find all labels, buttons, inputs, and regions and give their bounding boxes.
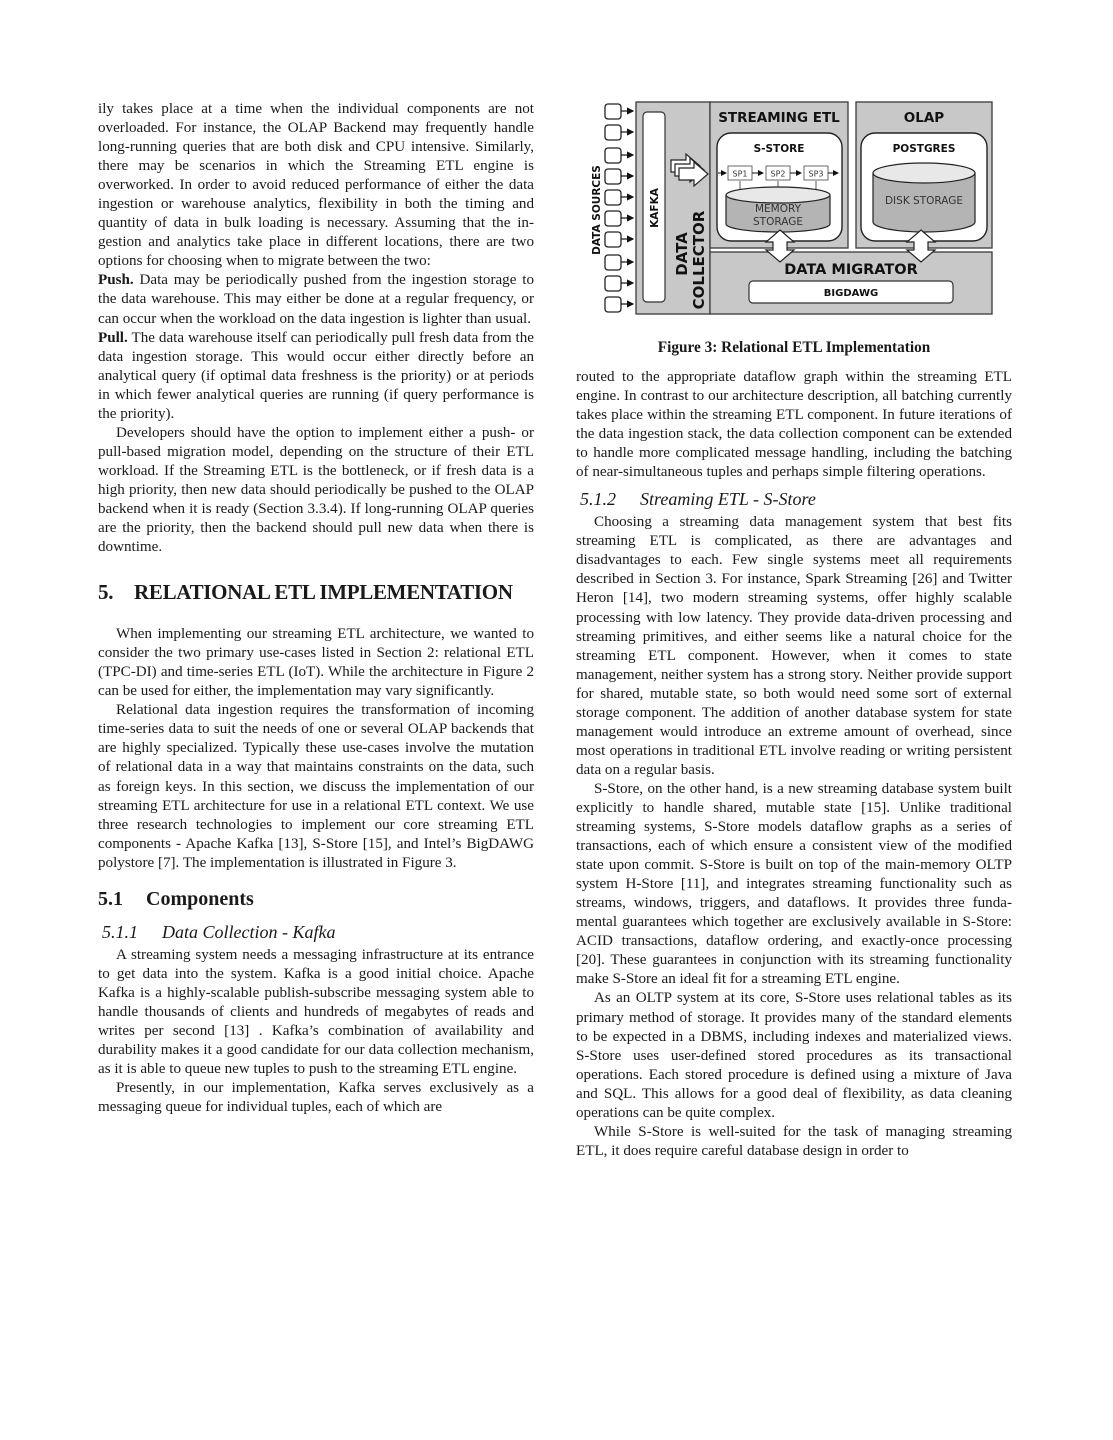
section-5-1-heading (98, 887, 534, 911)
section-title: RELATIONAL ETL IMPLEMENTATION (134, 580, 513, 605)
paragraph-s-store: S-Store, on the other hand, is a new streaming database system built explicitly to handle shared, mutable state [15]. Unlike traditional streaming systems, S-Store models dataflow graphs as a series of transactions, each of which ensure a consistent view of the modified state upon commit. S-Store is built on top of the main-memory OLTP system H-Store [11], and integrates streaming functionality such as streams, windows, triggers, and dataflows. It provides three fundamental guarantees which together are exclusively available in S-Store: ACID transactions, dataflow ordering, and exactly-once processing [20]. These guarantees in conjunction with its streaming functionality make S-Store an ideal fit for a streaming ETL engine. (576, 780, 1012, 988)
s-store-label: S-STORE (753, 143, 805, 155)
left-column (98, 100, 534, 1117)
section-number: 5.1.2 (580, 489, 616, 510)
postgres-label: POSTGRES (892, 143, 956, 155)
push-definition (98, 271, 534, 328)
figure-caption: Figure 3: Relational ETL Implementation (657, 339, 931, 356)
paragraph-while: While S-Store is well-suited for the task of managing streaming ETL, it does require careful database design in order to (576, 1123, 1012, 1159)
data-collector-label-line2: COLLECTOR (690, 210, 708, 310)
push-label: Push. (98, 272, 134, 289)
data-migrator-label: DATA MIGRATOR (784, 262, 918, 278)
disk-storage-label: DISK STORAGE (884, 195, 964, 207)
right-column (576, 100, 1012, 1161)
section-5-1-1-heading (102, 921, 534, 943)
data-sources-label: DATA SOURCES (591, 165, 603, 255)
kafka-label: KAFKA (649, 188, 661, 228)
section-title: Components (146, 887, 254, 910)
bigdawg-label: BIGDAWG (823, 288, 879, 299)
section-number: 5. (98, 580, 114, 605)
section-5-1-2-heading (580, 488, 1012, 510)
memory-storage-label-line2: STORAGE (753, 216, 803, 228)
section-title: Streaming ETL - S-Store (640, 489, 816, 510)
paragraph-continuation: ily takes place at a time when the individual components are not overloaded. For instance, the OLAP Backend may frequently handle long-running queries that are both disk and CPU intensive. Similarly, there may be scenarios in which the Streaming ETL engine is overworked. In order to avoid reduced performance of either the data ingestion or warehouse analytics, flexibility in both the timing and quantity of data in bulk loading is necessary. Assuming that the ingestion and analytics take place in different locations, there are two options for choosing when to migrate between the two: (98, 101, 534, 270)
paragraph-when-implementing: When implementing our streaming ETL architecture, we wanted to consider the two primary use-cases listed in Section 2: relational ETL (TPC-DI) and time-series ETL (IoT). While the architecture in Figure 2 can be used for either, the implementation may vary significantly. (98, 626, 534, 700)
paragraph-developers: Developers should have the option to implement either a push- or pull-based migration model, depending on the structure of their ETL workload. If the Streaming ETL is the bottleneck, or if fresh data is a high priority, then new data should periodically be pushed to the OLAP backend when it is ready (Section 3.3.4). If long-running OLAP queries are the priority, then the backend should pull new data when there is downtime. (98, 424, 534, 556)
data-source-boxes (605, 104, 621, 312)
data-source-arrows (621, 111, 633, 304)
sp2-label: SP2 (770, 169, 786, 179)
paragraph-relational-ingestion: Relational data ingestion requires the transformation of incoming time-series data to suit the needs of one or several OLAP backends that are highly specialized. Typically these use-cases involve the mutation of relational data in a way that maintains constraints on the data, such as foreign keys. In this section, we discuss the implementation of our streaming ETL architecture for use in a relational ETL context. We use three research technologies to implement our core streaming ETL components - Apache Kafka [13], S-Store [15], and Intel’s BigDAWG polystore [7]. The implementation is illustrated in Figure 3. (98, 702, 534, 871)
streaming-etl-label: STREAMING ETL (718, 110, 840, 126)
memory-storage-cylinder (726, 187, 830, 232)
section-5-heading (98, 580, 534, 604)
sp3-label: SP3 (808, 169, 824, 179)
architecture-diagram (576, 100, 1012, 318)
memory-storage-label-line1: MEMORY (754, 203, 802, 215)
paragraph-choosing: Choosing a streaming data management system that best fits streaming ETL is complicated, as there are advantages and disadvantages to each. Few single systems meet all requirements described in Section 3. For instance, Spark Streaming [26] and Twitter Heron [14], two modern streaming systems, offer highly scalable processing with low latency. They provide data-driven processing and streaming primitives, and either seems like a natural choice for the streaming ETL component. However, when it comes to state management, neither system has a strong story. Neither provide support for shared, mutable state, so both would need some sort of external storage component. The addition of another database system for state management would introduce an extreme amount of overhead, since most operations in traditional ETL involve reading or writing persistent data on a regular basis. (576, 514, 1012, 778)
figure-3-diagram (576, 100, 1012, 318)
olap-label: OLAP (903, 110, 945, 126)
push-text: Data may be periodically pushed from the ingestion storage to the data warehouse. This may either be done at a regular frequency, or can occur when the workload on the data ingestion is lighter than usual. (98, 272, 534, 327)
section-number: 5.1 (98, 887, 123, 910)
disk-storage-cylinder (873, 163, 975, 232)
pull-label: Pull. (98, 329, 128, 346)
sp1-label: SP1 (732, 169, 748, 179)
paragraph-messaging-infrastructure: A streaming system needs a messaging infrastructure at its entrance to get data into the system. Kafka is a good initial choice. Apache Kafka is a highly-scalable publish-subscribe messaging system able to handle thousands of clients and hundreds of megabytes of reads and writes per second [13] . Kafka’s combination of availability and durability makes it a good candidate for our data collection mechanism, as it is able to queue new tuples to push to the streaming ETL engine. (98, 946, 534, 1078)
paragraph-routed: routed to the appropriate dataflow graph within the streaming ETL engine. In contrast to our architecture description, all batching currently takes place within the streaming ETL component. In future iterations of the data ingestion stack, the data collection component can be extended to handle more complicated message handling, including the batching of near-simultaneous tuples and perhaps simple filtering operations. (576, 369, 1012, 481)
pull-text: The data warehouse itself can periodically pull fresh data from the data ingestion storage. This would occur either directly before an analytical query (if optimal data freshness is the priority) or at periods in which fewer analytical queries are running (if query performance is the priority). (98, 329, 534, 422)
paragraph-oltp: As an OLTP system at its core, S-Store uses relational tables as its primary method of storage. It provides many of the standard elements to be expected in a DBMS, including indexes and materialized views. S-Store uses user-defined stored procedures as its transactional operations. Each stored procedure is defined using a mixture of Java and SQL. This allows for a good deal of flexibility, as data cleaning operations can be quite complex. (576, 990, 1012, 1121)
data-collector-label-line1: DATA (673, 232, 691, 276)
paragraph-presently: Presently, in our implementation, Kafka serves exclusively as a messaging queue for individual tuples, each of which are (98, 1080, 534, 1116)
section-title: Data Collection - Kafka (162, 921, 336, 942)
pull-definition (98, 329, 534, 424)
section-number: 5.1.1 (102, 921, 138, 942)
